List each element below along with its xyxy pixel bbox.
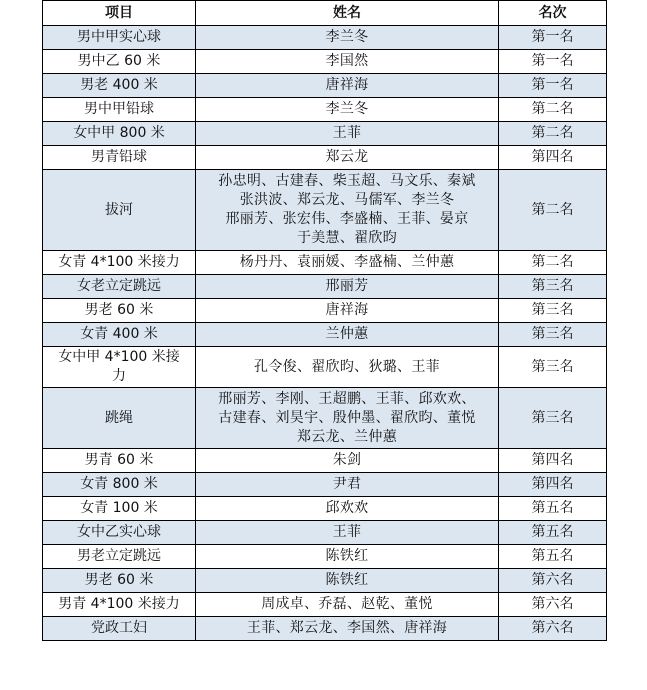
cell-names-line: 孔令俊、翟欣昀、狄璐、王菲 — [254, 358, 440, 375]
cell-names-line: 张洪波、郑云龙、马儒军、李兰冬 — [239, 192, 455, 208]
cell-event-line: 女中甲 4*100 米接 — [58, 349, 180, 365]
cell-names-line: 邢丽芳、李刚、王超鹏、王菲、邱欢欢、 — [218, 390, 476, 407]
cell-event-line: 男中乙 60 米 — [77, 53, 161, 69]
cell-names-line: 尹君 — [332, 476, 362, 492]
cell-names — [196, 545, 499, 569]
cell-rank: 第四名 — [499, 449, 607, 473]
cell-event — [43, 521, 196, 545]
cell-names — [196, 98, 499, 122]
cell-event-line: 男中甲实心球 — [77, 29, 161, 45]
cell-event-line: 跳绳 — [105, 409, 133, 426]
cell-event-line: 女青 4*100 米接力 — [58, 254, 180, 270]
table-body — [43, 26, 607, 641]
cell-event-line: 女中甲 800 米 — [73, 125, 165, 141]
cell-names-line: 陈铁红 — [325, 572, 369, 588]
cell-event-line: 女老立定跳远 — [77, 278, 161, 294]
cell-names — [196, 473, 499, 497]
cell-names-line: 李兰冬 — [325, 101, 369, 117]
cell-names-line: 于美慧、翟欣昀 — [296, 230, 398, 246]
cell-rank: 第二名 — [499, 98, 607, 122]
cell-event — [43, 617, 196, 641]
cell-event-line: 男中甲铅球 — [84, 101, 154, 117]
cell-rank: 第四名 — [499, 473, 607, 497]
cell-rank: 第五名 — [499, 497, 607, 521]
cell-names — [196, 26, 499, 50]
cell-names — [196, 122, 499, 146]
table-row — [43, 569, 607, 593]
cell-event — [43, 449, 196, 473]
cell-event-line: 女青 400 米 — [80, 326, 158, 342]
cell-names — [196, 569, 499, 593]
cell-event-line: 力 — [112, 368, 126, 384]
cell-names-line: 兰仲蕙 — [325, 326, 369, 342]
cell-names — [196, 521, 499, 545]
cell-event-line: 男老立定跳远 — [77, 548, 161, 564]
cell-event — [43, 50, 196, 74]
table-row — [43, 251, 607, 275]
cell-names — [196, 275, 499, 299]
cell-rank: 第三名 — [499, 388, 607, 449]
cell-names — [196, 50, 499, 74]
cell-event — [43, 593, 196, 617]
cell-event — [43, 74, 196, 98]
cell-names-line: 邢丽芳、张宏伟、李盛楠、王菲、晏京 — [225, 211, 469, 227]
table-row — [43, 449, 607, 473]
table-row — [43, 170, 607, 251]
cell-rank: 第三名 — [499, 323, 607, 347]
cell-event — [43, 275, 196, 299]
cell-names-line: 王菲 — [332, 524, 362, 540]
cell-names — [196, 388, 499, 449]
cell-names — [196, 323, 499, 347]
table-row — [43, 146, 607, 170]
cell-names-line: 李国然 — [325, 53, 369, 69]
table-row — [43, 98, 607, 122]
header-row — [43, 1, 607, 26]
cell-event-line: 男青铅球 — [91, 149, 147, 165]
cell-event-line: 拔河 — [105, 201, 133, 218]
cell-rank: 第四名 — [499, 146, 607, 170]
cell-names — [196, 497, 499, 521]
cell-names-line: 郑云龙 — [325, 149, 369, 165]
cell-names — [196, 617, 499, 641]
cell-event — [43, 473, 196, 497]
cell-rank: 第二名 — [499, 122, 607, 146]
cell-event — [43, 122, 196, 146]
cell-names — [196, 146, 499, 170]
table-row — [43, 473, 607, 497]
cell-names-line: 唐祥海 — [325, 77, 369, 93]
table-row — [43, 275, 607, 299]
cell-event-line: 女青 100 米 — [80, 500, 158, 516]
cell-event-line: 女中乙实心球 — [77, 524, 161, 540]
cell-event — [43, 251, 196, 275]
cell-event — [43, 388, 196, 449]
table-row — [43, 497, 607, 521]
cell-names-line: 陈铁红 — [325, 548, 369, 564]
cell-event-line: 男老 60 米 — [84, 572, 154, 588]
cell-rank: 第一名 — [499, 50, 607, 74]
cell-event — [43, 545, 196, 569]
cell-rank: 第五名 — [499, 545, 607, 569]
table-row — [43, 323, 607, 347]
results-table — [42, 0, 607, 641]
table-row — [43, 593, 607, 617]
cell-rank: 第一名 — [499, 26, 607, 50]
cell-names-line: 朱剑 — [332, 452, 362, 468]
cell-names — [196, 299, 499, 323]
cell-event — [43, 299, 196, 323]
table-row — [43, 521, 607, 545]
cell-event — [43, 347, 196, 388]
cell-rank: 第一名 — [499, 74, 607, 98]
cell-names-line: 郑云龙、兰仲蕙 — [296, 428, 398, 445]
table-row — [43, 74, 607, 98]
cell-event — [43, 26, 196, 50]
cell-names — [196, 74, 499, 98]
cell-names — [196, 251, 499, 275]
cell-names — [196, 449, 499, 473]
cell-event — [43, 323, 196, 347]
table-row — [43, 26, 607, 50]
header-rank: 名次 — [499, 1, 607, 26]
cell-names — [196, 347, 499, 388]
cell-rank: 第三名 — [499, 275, 607, 299]
cell-names-line: 古建春、刘昊宇、殷仲墨、翟欣昀、董悦 — [218, 409, 476, 426]
cell-rank: 第二名 — [499, 251, 607, 275]
cell-event-line: 女青 800 米 — [80, 476, 158, 492]
cell-rank: 第六名 — [499, 617, 607, 641]
cell-rank: 第六名 — [499, 569, 607, 593]
cell-rank: 第二名 — [499, 170, 607, 251]
cell-names-line: 邱欢欢 — [325, 500, 369, 516]
cell-names-line: 周成卓、乔磊、赵乾、董悦 — [261, 596, 433, 612]
cell-names — [196, 593, 499, 617]
cell-rank: 第三名 — [499, 347, 607, 388]
cell-names-line: 唐祥海 — [325, 302, 369, 318]
table-row — [43, 347, 607, 388]
cell-event — [43, 98, 196, 122]
cell-event-line: 男老 60 米 — [84, 302, 154, 318]
table-row — [43, 122, 607, 146]
header-names: 姓名 — [196, 1, 499, 26]
cell-rank: 第五名 — [499, 521, 607, 545]
cell-names-line: 杨丹丹、袁丽媛、李盛楠、兰仲蕙 — [239, 254, 455, 270]
cell-names — [196, 170, 499, 251]
table-row — [43, 545, 607, 569]
header-event: 项目 — [43, 1, 196, 26]
cell-event — [43, 170, 196, 251]
cell-names-line: 王菲 — [332, 125, 362, 141]
cell-event-line: 男老 400 米 — [80, 77, 158, 93]
cell-event — [43, 146, 196, 170]
cell-names-line: 孙忠明、古建春、柴玉超、马文乐、秦斌 — [218, 173, 476, 189]
table-row — [43, 617, 607, 641]
cell-rank: 第六名 — [499, 593, 607, 617]
cell-event — [43, 497, 196, 521]
cell-event-line: 党政工妇 — [91, 620, 147, 636]
cell-names-line: 王菲、郑云龙、李国然、唐祥海 — [246, 620, 448, 636]
cell-event-line: 男青 4*100 米接力 — [58, 596, 180, 612]
cell-names-line: 邢丽芳 — [325, 278, 369, 294]
cell-names-line: 李兰冬 — [325, 29, 369, 45]
table-row — [43, 388, 607, 449]
cell-event-line: 男青 60 米 — [84, 452, 154, 468]
cell-event — [43, 569, 196, 593]
table-row — [43, 299, 607, 323]
table-row — [43, 50, 607, 74]
cell-rank: 第三名 — [499, 299, 607, 323]
